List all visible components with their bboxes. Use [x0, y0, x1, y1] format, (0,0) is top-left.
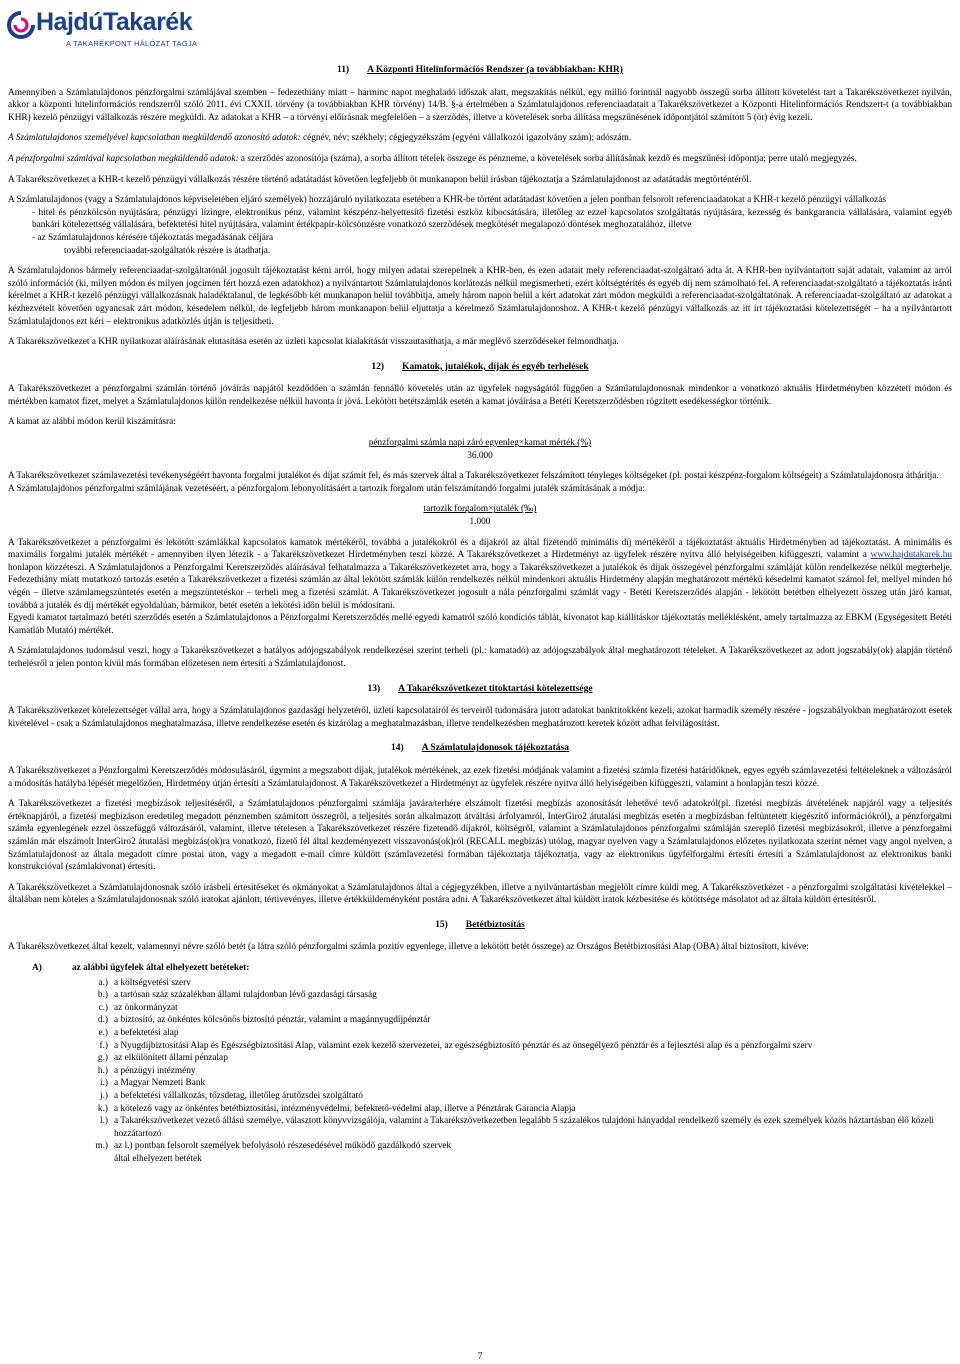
exception-list-item: [8, 1014, 952, 1027]
interest-formula: pénzforgalmi számla napi záró egyenleg×kamat mérték (%) 36.000: [368, 438, 592, 461]
website-link[interactable]: www.hajdutakarek.hu: [870, 550, 952, 561]
section-11-heading: 11) A Központi Hitelinformációs Rendszer (a továbbiakban: KHR): [337, 65, 623, 75]
section-15-heading: 15) Betétbiztosítás: [435, 919, 525, 930]
s15-paragraph: A Takarékszövetkezet által kezelt, valamennyi névre szóló betét (a látra szóló pénzforgalmi számla pozitív egyenlege, illetve a lekötött betét összege) az Országos Betétbiztosítási Alap (OBA) által biztosított, kivéve:: [8, 942, 809, 953]
list-item-marker: f.): [99, 1040, 108, 1051]
s12-paragraph: A Takarékszövetkezet a pénzforgalmi és lekötött számlákkal kapcsolatos kamatok mértékéről, továbbá a jutalékokról és a díjakról az által fizetendő minimális díj mértékéről a tájékoztatást aktuális Hirdetményben ad tájékoztatást. A minimális és maximális forgalmi jutalék mértékét - amennyiben ilyen létezik - a Takarékszövetkezet Hirdetményben teszi közzé. A Takarékszövetkezet a Hirdetményt az ügyfelek részére nyitva álló helyiségeiben kifüggeszti, valamint a www.hajdutakarek.hu honlapon közzéteszi. A Számlatulajdonos a Pénzforgalmi Keretszerződés aláírásával felhatalmazza a Takarékszövetkezetet arra, hogy a Takarékszövetkezet a jutalékok és díjak összegével pénzforgalmi számláját külön rendelkezése nélkül megterhelje. Fedezethiány miatt mutatkozó tartozás esetén a Takarékszövetkezet a fizetési számlán az által lekötött számlák külön rendelkezés nélkül mindenkori aktuális Hirdetmény alapján meghatározott mértékű késedelmi kamatot számol fel, mellyel minden hó végén – illetve számlamegszüntetés esetén a megszüntetéskor – terheli meg a fizetési számlát. A Takarékszövetkezet jogosult a nála pénzforgalmi számlát vagy - Betéti Keretszerződés alapján - lekötött betétben elhelyezett összeg után járó kamat, továbbá a jutalék és díj mértékét egyoldalúan, bármikor, betét esetén a lekötési időn belül is módosítani.: [8, 537, 952, 611]
s15-subheading-a: A) az alábbi ügyfelek által elhelyezett betéteket:: [32, 963, 250, 974]
s14-paragraph: A Takarékszövetkezet a fizetési megbízások teljesítéséről, a Számlatulajdonos pénzforgalmi számlája javára/terhére elszámolt fizetési megbízás azonosítását lehetővé tevő adatokról(pl. fizetési megbízás átvételének napjáról vagy a teljesítés értéknapjáról, a fizetési megbízáson eredetileg megadott pénznemben számított összegről, a teljesítés során alkalmazott átváltási árfolyamról, InterGiro2 átutalási megbízás esetén a megbízásban feltüntetett kiegészítő információkról), a pénzforgalmi számla egyenlegének ezzel összefüggő változásáról, valamint, illetve tételesen a Takarékszövetkezet részére fizetendő díjakról, költségről, valamint a Számlatulajdonos pénzforgalmi számláján szereplő fizetési megbízásokról, illetve a pénzforgalmi számlán már elszámolt InterGiro2 átutalási megbízás(ok)ra vonatkozó, fizető fél által kezdeményezett visszavonás(ok)ról (RECALL megbízás) utólag, magyar nyelven vagy a Számlatulajdonos előzetes nyilatkozata szerint német vagy angol nyelven, a Számlatulajdonost az általa megadott címre postai úton, vagy a megadott e-mail címre küldött (számlavezetési formában tájékoztatja tájékoztatja, vagy az elektronikus ügyfélforgalmi értesíti értesíti a Számlatulajdonost az elektronikus banki konstrukcióval (számlakivonat) értesíti.: [8, 799, 952, 873]
list-item-marker: i.): [99, 1078, 108, 1089]
s11-dash-list: [32, 207, 952, 257]
s12-paragraph: A Számlatulajdonos pénzforgalmi számlájának vezetéséért, a pénzforgalom lebonyolításáért a tartozik forgalom után felszámítandó forgalmi jutalék számításának a módja:: [8, 483, 645, 494]
list-item-marker: m.): [95, 1141, 108, 1152]
exception-list-item: [8, 977, 952, 990]
s11-identity-data: A Számlatulajdonos személyével kapcsolatban megküldendő azonosító adatok: cégnév, név; székhely; cégjegyzékszám (egyéni vállalkozói igazolvány szám); adószám.: [8, 133, 632, 144]
s11-paragraph: Amennyiben a Számlatulajdonos pénzforgalmi számlájával szemben – fedezethiány miatt – harminc napot meghaladó időszak alatt, megszakítás nélkül, egy millió forintnál nagyobb összegű sorba állított követelést tart a Takarékszövetkezet nyilván, akkor a központi hitelinformációs rendszerről szóló 2011. évi CXXII. törvény (a továbbiakban KHR törvény) 14/B. §-a értelmében a Számlatulajdonos referenciaadatait a Takarékszövetkezet a Központi Hitelinformációs Rendszert-t (a továbbiakban KHR) kezelő pénzügyi vállalkozás részére megküldi. Az adatokat a KHR – a törvényi előírásnak megfelelően – a szerződés, illetve a követelések sorba állítása megszűnésének időpontjától számított 5 (öt) évig kezeli.: [8, 87, 952, 123]
page-number: 7: [477, 1352, 483, 1362]
section-14-heading: 14) A Számlatulajdonosok tájékoztatása: [391, 743, 569, 754]
list-item-marker: [8, 1153, 114, 1166]
list-item-marker: g.): [97, 1053, 108, 1064]
exception-list-item: [8, 989, 952, 1002]
exception-list-item: [8, 1090, 952, 1103]
exception-list-item: [8, 1065, 952, 1078]
exception-list-item: [8, 1115, 952, 1140]
dash-item: - hitel és pénzkölcsön nyújtására, pénzügyi lízingre, elektronikus pénz, valamint készpénz-helyettesítő fizetési eszköz kibocsátására, illetőleg az ezzel kapcsolatos szolgáltatás nyújtására, kezesség és bankgarancia vállalására, valamint egyéb bankári kötelezettség vállalására, befektetési hitel nyújtására, valamint értékpapír-kölcsönzésre vonatkozó szerződések megkötését megalapozó döntések meghozatalához, illetve: [32, 207, 952, 231]
list-item-text: a befektetési alap: [114, 1028, 179, 1039]
dash-item: - az Számlatulajdonos kérésére tájékoztatás megadásának céljára: [32, 232, 274, 243]
s14-paragraph: A Takarékszövetkezet a Számlatulajdonosnak szóló írásbeli értesítéseket és okmányokat a Számlatulajdonos által a cégjegyzékben, illetve a nyilvántartásban megjelölt címre küldi meg. A Takarékszövetkezet - a pénzforgalmi szolgáltatási kivételekkel – általában nem köteles a Számlatulajdonosnak szóló iratokat ajánlott, tértivevényes, illetve értékküldeményként postára adni. A Takarékszövetkezet által küldött iratok kézbesítése és kötöttsége másolatot ad az általa küldött értesítésről.: [8, 882, 952, 906]
exception-list-item: [8, 1140, 952, 1153]
exception-list-item: [8, 1153, 952, 1166]
list-item-marker: h.): [97, 1065, 108, 1076]
logo-tagline: A TAKARÉKPONT HÁLÓZAT TAGJA: [66, 39, 198, 48]
list-item-marker: a.): [98, 977, 108, 988]
exception-list-item: [8, 1002, 952, 1015]
s13-paragraph: A Takarékszövetkezet kötelezettséget vállal arra, hogy a Számlatulajdonos gazdasági helyzetéről, üzleti kapcsolatairól és terveiről tudomására jutott adatokat banktitokként kezeli, azokat harmadik személy részére - jogszabályokban meghatározott esetek kivételével - csak a Számlatulajdonos meghatalmazása, illetve rendelkezése esetén és kizárólag a meghatalmazásban, illetve rendelkezésben meghatározott keretek között adhat felvilágosítást.: [8, 706, 952, 729]
s11-paragraph: A Számlatulajdonos (vagy a Számlatulajdonos képviseletében eljáró személyek) hozzájáruló nyilatkozata esetében a KHR-be történt adatátadást követően a jelen pontban felsorolt referenciaadatokat a KHR-t kezelő pénzügyi vállalkozás: [8, 195, 886, 206]
list-item-text: az önkormányzat: [114, 1002, 178, 1013]
logo-brand-text: HajdúTakarék: [36, 8, 193, 36]
exception-list: [8, 977, 952, 1166]
list-item-text: által elhelyezett betétek: [114, 1153, 202, 1164]
s14-paragraph: A Takarékszövetkezet a Pénzforgalmi Keretszerződés módosulásáról, úgymint a megszabott díjak, jutalékok mértékének, az ezek fizetési módjának valamint a fizetési számla fizetési határidőknek, egyes egyéb számlavezetési feltételeknek a változásáról a módosítás hatályba lépését megelőzően, Hirdetmény útján értesíti a Számlatulajdonost. A Takarékszövetkezet a Hirdetményt az ügyfelek részére nyitva álló helyiségeiben kifüggeszti, valamint a honlapján teszi közzé.: [8, 765, 952, 789]
dash-item: további referenciaadat-szolgáltatók részére is átadhatja.: [64, 245, 271, 256]
list-item-text: a Magyar Nemzeti Bank: [114, 1078, 206, 1089]
list-item-text: a biztosító, az önkéntes kölcsönös biztosító pénztár, valamint a magánnyugdíjpénztár: [114, 1015, 431, 1026]
exception-list-item: [8, 1103, 952, 1116]
list-item-marker: b.): [97, 990, 108, 1001]
s12-paragraph: Egyedi kamatot tartalmazó betéti szerződés esetén a Számlatulajdonos a Pénzforgalmi Keretszerződés mellé egyedi kamatról szóló kondíciós táblát, kivonatot kap kiállításkor tájékoztatás melléklésként, amely tartalmazza az EBKM (Egységesített Betéti Kamatláb Mutató) mértékét.: [8, 613, 952, 636]
exception-list-item: [8, 1027, 952, 1040]
s12-paragraph: A kamat az alábbi módon kerül kiszámításra:: [8, 417, 176, 428]
s11-paragraph: A Takarékszövetkezet a KHR nyilatkozat aláírásának elutasítása esetén az üzleti kapcsolat kialakítását visszautasíthatja, a már meglévő szerződéseket felmondhatja.: [8, 337, 619, 348]
logo-swirl-icon: [6, 10, 36, 40]
list-item-text: az l.) pontban felsorolt személyek befolyásoló részesedésével működő gazdálkodó szervek: [114, 1141, 452, 1152]
list-item-text: a Takarékszövetkezet vezető állású személye, választott könyvvizsgálója, valamint a Takarékszövetkezetben legalább 5 százalékos tulajdoni hányaddal rendelkező személy és ezek személyek közös háztartásban élő közeli hozzátartozó: [114, 1116, 935, 1139]
list-item-text: a Nyugdíjbiztosítási Alap és Egészségbiztosítási Alap, valamint ezek kezelő szervezetei, az egészségbiztosító pénztár és az önsegélyező pénztár és a fejlesztési alap és a pénzforgalmi szerv: [114, 1040, 813, 1051]
commission-formula: tartozik forgalom×jutalék (‰) 1.000: [423, 504, 537, 528]
exception-list-item: [8, 1077, 952, 1090]
s12-paragraph: A Takarékszövetkezet a pénzforgalmi számlán történő jóváírás napjától kezdődően a számlán fennálló követelés után az ügyfelek nagyságától függően a Számlatulajdonosnak mindenkor a vonatkozó aktuális Hirdetményben közzétett módon és mértékben kamatot fizet, melyet a Számlatulajdonos külön rendelkezése nélkül havonta ír jóvá. Lekötött betétszámlák esetén a kamat jóváírása a Betéti Keretszerződésben rögzített esedékességkor történik.: [8, 384, 952, 407]
s11-paragraph: A Takarékszövetkezet a KHR-t kezelő pénzügyi vállalkozás részére történő adatátadást követően legfeljebb öt munkanapon belül írásban tájékoztatja a Számlatulajdonost az adatátadás megtörténtéről.: [8, 174, 752, 185]
list-item-marker: d.): [97, 1015, 108, 1026]
s12-paragraph: A Takarékszövetkezet számlavezetési tevékenységéért havonta forgalmi jutalékot és díjat számít fel, és más szervek által a Takarékszövetkezet felszámított tényleges költségeket (pl. postai készpénz-forgalom költségeit) a Számlatulajdonosra áthárítja.: [8, 471, 939, 482]
list-item-marker: j.): [99, 1091, 108, 1101]
s12-paragraph: A Számlatulajdonos tudomásul veszi, hogy a Takarékszövetkezet a hatályos adójogszabályok rendelkezései szerint terheli (pl.: kamatadó) az adójogszabályok által meghatározott tételeket. A Takarékszövetkezet az adott jogszabály(ok) alapján történő terhelésről a jelen ponton kívül más formában előzetesen nem értesíti a Számlatulajdonost.: [8, 646, 952, 669]
list-item-text: a befektetési vállalkozás, tőzsdetag, illetőleg árutőzsdei szolgáltató: [114, 1091, 363, 1101]
document-body: [8, 52, 952, 1166]
list-item-text: a költségvetési szerv: [114, 977, 191, 988]
list-item-text: az elkülönített állami pénzalap: [114, 1053, 228, 1064]
list-item-marker: e.): [98, 1028, 108, 1039]
hajdutakarek-logo: [6, 8, 216, 54]
list-item-text: a tartósan száz százalékban állami tulajdonban lévő gazdasági társaság: [114, 990, 377, 1001]
s11-paragraph: A Számlatulajdonos bármely referenciaadat-szolgáltatónál jogosult tájékoztatást kérni arról, hogy milyen adatai szerepelnek a KHR-ben, és ezen adatait mely referenciaadat-szolgáltató adta át. A KHR-ben nyilvántartott saját adatait, valamint az arról szóló információt (ki, milyen módon és milyen jogcímen fért hozzá ezen adatokhoz) a nyilvántartott Számlatulajdonos korlátozás nélkül megismerheti, ezért költségtérítés és egyéb díj nem számolható fel. A referenciaadat-szolgáltató a tájékoztatás iránti kérelmet a KHR-t kezelő pénzügyi vállalkozásnak haladéktalanul, de legkésőbb két munkanapon belül továbbítja, amely három napon belül a kért adatokat zárt módon megküldi a referenciaadat-szolgáltatónak. A referenciaadat-szolgáltató az adatokat a kézhezvételt követően ugyancsak zárt módon, késedelem nélkül, de legfeljebb három munkanapon belül eljuttatja a kérelmező Számlatulajdonoshoz. A KHR-t kezelő pénzügyi vállalkozás az itt írt tájékoztatási kötelezettségét – ha a nyilvántartott Számlatulajdonos ezt kéri – elektronikus adatközlés útján is teljesítheti.: [8, 266, 952, 327]
list-item-text: a kötelező vagy az önkéntes betétbiztosítási, intézményvédelmi, befektető-védelmi alap, illetve a Pénztárak Garancia Alapja: [114, 1103, 576, 1114]
list-item-text: a pénzügyi intézmény: [114, 1065, 196, 1076]
list-item-marker: c.): [98, 1002, 108, 1013]
section-13-heading: 13) A Takarékszövetkezet titoktartási kötelezettsége: [367, 683, 593, 694]
section-12-heading: 12) Kamatok, jutalékok, díjak és egyéb terhelések: [371, 361, 589, 372]
exception-list-item: [8, 1040, 952, 1053]
list-item-marker: k.): [97, 1103, 108, 1114]
exception-list-item: [8, 1052, 952, 1065]
list-item-marker: l.): [99, 1116, 108, 1127]
s11-account-data: A pénzforgalmi számlával kapcsolatban megküldendő adatok: a szerződés azonosítója (száma), a sorba állított tételek összege és pénzneme, a követelések sorba állításának kezdő és megszűnési időpontja; perre utaló megjegyzés.: [8, 153, 857, 164]
